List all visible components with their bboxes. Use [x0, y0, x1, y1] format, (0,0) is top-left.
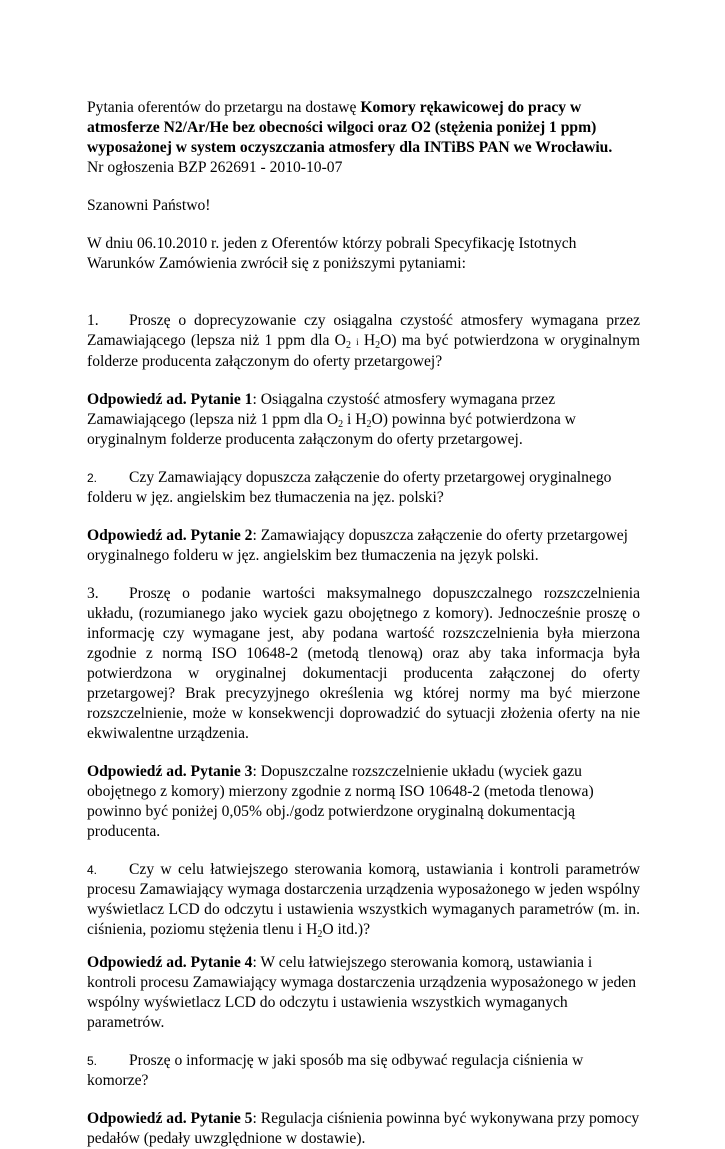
- question-4: 4. Czy w celu łatwiejszego sterowania komorą, ustawiania i kontroli parametrów procesu Zamawiający wymaga dostarczenia urządzenia wyposażonego w jeden wspólny wyświetlacz LCD do odczytu i ustawienia wszystkich wymaganych parametrów (m. in. ciśnienia, poziomu stężenia tlenu i $H_2O$ itd.)?: [87, 861, 640, 940]
- question-1: 1. Proszę o doprecyzowanie czy osiągalna czystość atmosfery wymagana przez Zamawiającego (lepsza niż 1 ppm dla $O_2$ i $H_2O$) ma być potwierdzona w oryginalnym folderze producenta załączonym do oferty przetargowej?: [87, 312, 640, 370]
- question-number: 4.: [87, 863, 98, 877]
- answer-label: Odpowiedź ad. Pytanie 1: [87, 391, 253, 408]
- question-5: 5. Proszę o informację w jaki sposób ma się odbywać regulacja ciśnienia w komorze?: [87, 1052, 584, 1089]
- answer-label: Odpowiedź ad. Pytanie 5: [87, 1110, 253, 1127]
- announcement-number: Nr ogłoszenia BZP 262691 - 2010-10-07: [87, 159, 343, 176]
- question-3: 3. Proszę o podanie wartości maksymalnego dopuszczalnego rozszczelnienia układu, (rozumianego jako wyciek gazu obojętnego z komory). Jednocześnie proszę o informację czy wymagane jest, aby podana wartość rozszczelnienia była mierzona zgodnie z normą ISO 10648-2 (metodą tlenową) oraz aby taka informacja była potwierdzona w oryginalnej dokumentacji producenta załączonej do oferty przetargowej? Brak precyzyjnego określenia wg której normy ma być mierzone rozszczelnienie, może w konsekwencji doprowadzić do sytuacji złożenia oferty na nie ekwiwalentne urządzenia.: [87, 585, 640, 742]
- answer-label: Odpowiedź ad. Pytanie 3: [87, 763, 253, 780]
- answer-4: Odpowiedź ad. Pytanie 4: W celu łatwiejszego sterowania komorą, ustawiania i kontroli procesu Zamawiający wymaga dostarczenia urządzenia wyposażonego w jeden wspólny wyświetlacz LCD do odczytu i ustawienia wszystkich wymaganych parametrów.: [87, 954, 637, 1031]
- question-2: 2. Czy Zamawiający dopuszcza załączenie do oferty przetargowej oryginalnego folderu w jęz. angielskim bez tłumaczenia na jęz. polski?: [87, 469, 612, 506]
- document-header: [87, 98, 640, 158]
- question-number: 5.: [87, 1054, 98, 1068]
- intro-paragraph: W dniu 06.10.2010 r. jeden z Oferentów którzy pobrali Specyfikację Istotnych Warunków Zamówienia zwrócił się z poniższymi pytaniami:: [87, 235, 577, 272]
- answer-2: Odpowiedź ad. Pytanie 2: Zamawiający dopuszcza załączenie do oferty przetargowej oryginalnego folderu w jęz. angielskim bez tłumaczenia na język polski.: [87, 527, 628, 564]
- greeting: Szanowni Państwo!: [87, 197, 211, 214]
- header-intro: Pytania oferentów do przetargu na dostawę: [87, 99, 361, 116]
- question-number: 1.: [87, 312, 99, 329]
- answer-3: Odpowiedź ad. Pytanie 3: Dopuszczalne rozszczelnienie układu (wyciek gazu obojętnego z komory) mierzony zgodnie z normą ISO 10648-2 (metoda tlenowa) powinno być poniżej 0,05% obj./godz potwierdzone oryginalną dokumentacją producenta.: [87, 763, 594, 840]
- answer-5: Odpowiedź ad. Pytanie 5: Regulacja ciśnienia powinna być wykonywana przy pomocy pedałów (pedały uwzględnione w dostawie).: [87, 1110, 640, 1147]
- header-subject: Komory rękawicowej do pracy w atmosferze N2/Ar/He bez obecności wilgoci oraz O2 (stężenia poniżej 1 ppm) wyposażonej w system oczyszczania atmosfery dla INTiBS PAN we Wrocławiu.: [87, 99, 613, 156]
- question-number: 3.: [87, 585, 99, 602]
- answer-1: Odpowiedź ad. Pytanie 1: Osiągalna czystość atmosfery wymagana przez Zamawiającego (lepsza niż 1 ppm dla $O_2$ i $H_2O$) powinna być potwierdzona w oryginalnym folderze producenta załączonym do oferty przetargowej.: [87, 391, 576, 448]
- question-number: 2.: [87, 471, 98, 485]
- document-page: [87, 98, 640, 1149]
- answer-label: Odpowiedź ad. Pytanie 2: [87, 527, 253, 544]
- answer-label: Odpowiedź ad. Pytanie 4: [87, 954, 253, 971]
